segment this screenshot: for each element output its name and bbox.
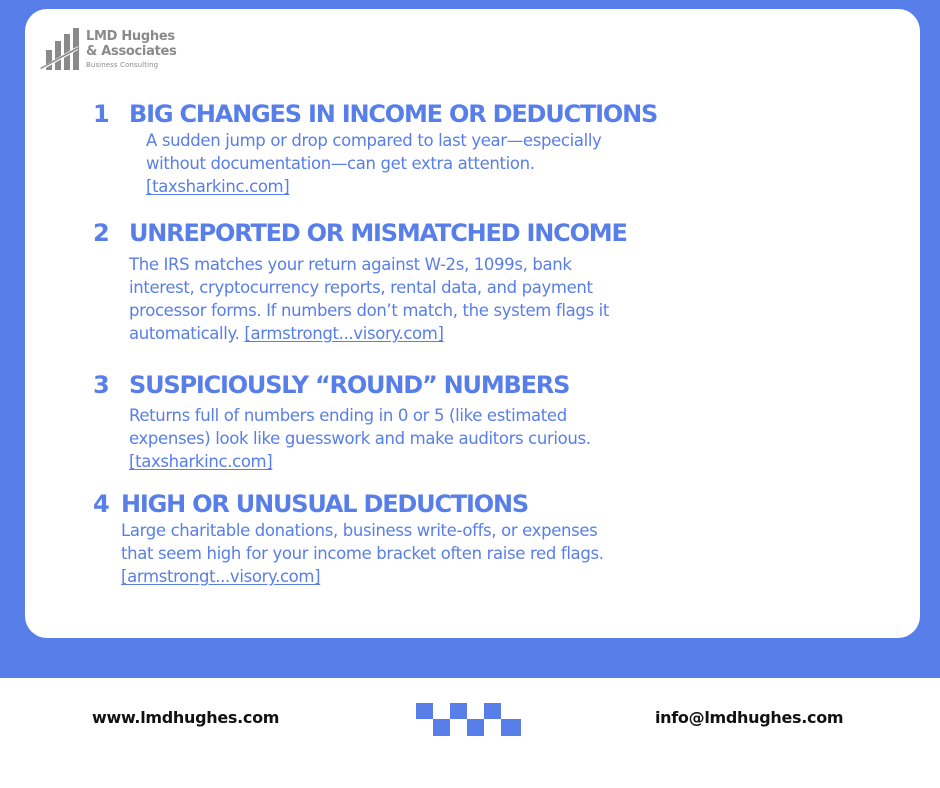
website-link[interactable]: www.lmdhughes.com [92, 708, 280, 727]
bar-chart-logo-icon [40, 26, 80, 70]
logo-tagline: Business Consulting [86, 61, 159, 69]
item-body [129, 253, 609, 345]
email-link[interactable]: info@lmdhughes.com [655, 708, 844, 727]
item-title: HIGH OR UNUSUAL DEDUCTIONS [121, 490, 528, 518]
item-body-line: that seem high for your income bracket often raise red flags. [121, 544, 604, 563]
item-number: 4 [93, 490, 110, 518]
logo-name-line2: & Associates [86, 44, 177, 59]
item-number: 3 [93, 371, 110, 399]
logo-name-line1: LMD Hughes [86, 29, 175, 44]
item-body-line: Returns full of numbers ending in 0 or 5 (like estimated [129, 406, 567, 425]
item-body-line: A sudden jump or drop compared to last year—especially [146, 131, 602, 150]
item-body-line: processor forms. If numbers don’t match, the system flags it [129, 301, 609, 320]
item-body-line: The IRS matches your return against W-2s, 1099s, bank [129, 255, 572, 274]
item-body [146, 129, 601, 198]
item-title: SUSPICIOUSLY “ROUND” NUMBERS [129, 371, 570, 399]
source-link[interactable]: [armstrongt...visory.com] [244, 324, 444, 343]
item-body [129, 404, 591, 473]
company-logo[interactable] [40, 26, 200, 72]
item-body-line: expenses) look like guesswork and make auditors curious. [129, 429, 591, 448]
item-body [121, 519, 604, 588]
item-body-line: interest, cryptocurrency reports, rental data, and payment [129, 278, 593, 297]
checker-pattern-icon [416, 703, 521, 736]
source-link[interactable]: [taxsharkinc.com] [146, 177, 290, 196]
item-body-line: Large charitable donations, business write-offs, or expenses [121, 521, 598, 540]
source-link[interactable]: [armstrongt...visory.com] [121, 567, 321, 586]
item-number: 2 [93, 219, 110, 247]
item-number: 1 [93, 100, 110, 128]
source-link[interactable]: [taxsharkinc.com] [129, 452, 273, 471]
item-title: BIG CHANGES IN INCOME OR DEDUCTIONS [129, 100, 658, 128]
item-body-line-prefix: automatically. [129, 324, 245, 343]
item-body-line: without documentation—can get extra attention. [146, 154, 535, 173]
item-title: UNREPORTED OR MISMATCHED INCOME [129, 219, 627, 247]
